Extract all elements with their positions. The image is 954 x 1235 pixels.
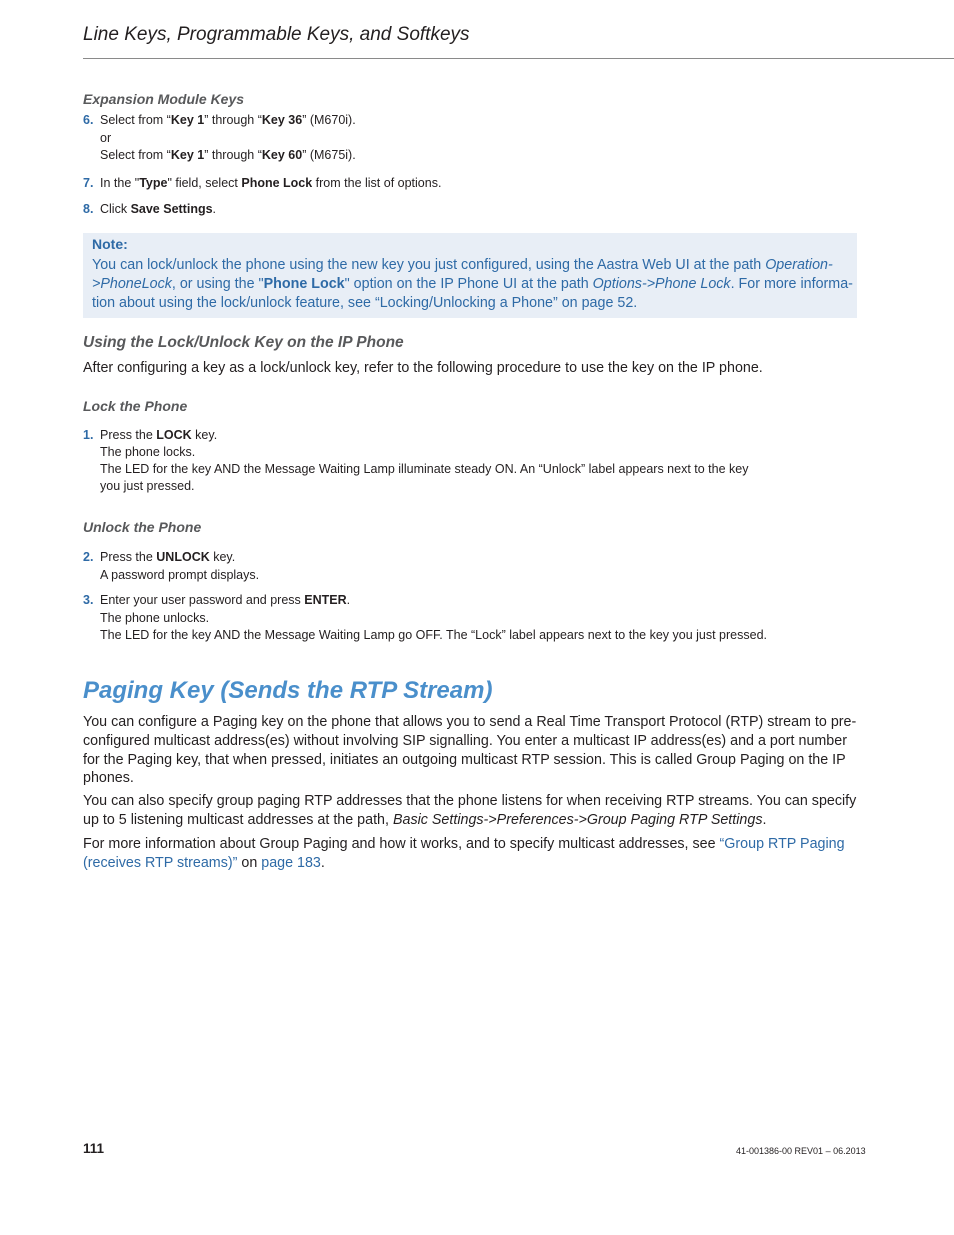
paging-paragraph-2: You can also specify group paging RTP addresses that the phone listens for when receiving RTP streams. You can specify up to 5 listening multicast addresses at the path, Basic Settings->Preferences->Group Paging RTP Settings. bbox=[83, 793, 857, 828]
running-header: Line Keys, Programmable Keys, and Softkeys bbox=[83, 24, 470, 45]
step-3-body: Enter your user password and press ENTER. The phone unlocks. The LED for the key AND the Message Waiting Lamp go OFF. The “Lock” label appears next to the key you just pressed. bbox=[100, 593, 767, 642]
step-7-body: In the "Type" field, select Phone Lock from the list of options. bbox=[100, 176, 442, 190]
step-number-3: 3. bbox=[83, 593, 94, 607]
page-number: 111 bbox=[83, 1141, 105, 1156]
step-number-8: 8. bbox=[83, 202, 94, 216]
group-rtp-paging-link[interactable]: “Group RTP Paging bbox=[719, 836, 845, 852]
group-rtp-paging-link-cont[interactable]: (receives RTP streams)” bbox=[83, 854, 238, 871]
page-183-link[interactable]: page 183 bbox=[261, 854, 321, 871]
step-2-body: Press the UNLOCK key. A password prompt displays. bbox=[100, 550, 260, 582]
step-8-body: Click Save Settings. bbox=[100, 202, 217, 216]
page-52-link[interactable]: page 52 bbox=[581, 295, 634, 312]
document-id: 41-001386-00 REV01 – 06.2013 bbox=[736, 1146, 866, 1156]
step-1-body: Press the LOCK key. The phone locks. The LED for the key AND the Message Waiting Lamp illuminate steady ON. An “Unlock” label appears next to the key you just pressed. bbox=[100, 428, 749, 493]
paging-paragraph-3: For more information about Group Paging and how it works, and to specify multicast addresses, see “Group RTP Paging (receives RTP streams)” on page 183. bbox=[83, 836, 845, 871]
lock-unlock-heading: Using the Lock/Unlock Key on the IP Phone bbox=[83, 334, 404, 351]
step-6-body bbox=[100, 112, 800, 165]
step-number-1: 1. bbox=[83, 428, 94, 442]
expansion-module-heading: Expansion Module Keys bbox=[83, 91, 245, 107]
step-number-2: 2. bbox=[83, 550, 94, 564]
step-6-line-2: or bbox=[100, 130, 112, 145]
header-divider bbox=[83, 58, 954, 59]
step-6-line-3: Select from “Key 1” through “Key 60” (M675i). bbox=[100, 148, 356, 162]
lock-phone-heading: Lock the Phone bbox=[83, 398, 188, 414]
note-label: Note: bbox=[92, 236, 128, 252]
unlock-phone-heading: Unlock the Phone bbox=[83, 519, 202, 535]
lock-unlock-intro: After configuring a key as a lock/unlock key, refer to the following procedure to use the key on the IP phone. bbox=[83, 360, 763, 376]
step-6-line-1: Select from “Key 1” through “Key 36” (M670i). bbox=[100, 113, 356, 127]
locking-unlocking-link[interactable]: “Locking/Unlocking a Phone” bbox=[374, 295, 558, 312]
step-number-7: 7. bbox=[83, 176, 94, 190]
note-text: You can lock/unlock the phone using the new key you just configured, using the Aastra Web UI at the path Operation- >PhoneLock, or using the "Phone Lock" option on the IP Phone UI at the path Options->Phone Lock. For more informa- tion about using the lock/unlock feature, see “Locking/Unlocking a Phone” on page 52. bbox=[92, 257, 853, 312]
paging-section-title: Paging Key (Sends the RTP Stream) bbox=[83, 677, 493, 704]
step-number-6: 6. bbox=[83, 113, 94, 127]
paging-paragraph-1: You can configure a Paging key on the phone that allows you to send a Real Time Transport Protocol (RTP) stream to pre- configured multicast address(es) without involving SIP signalling. You enter a multicast IP address(es) and a port number for the Paging key, that when pressed, initiates an outgoing multicast RTP session. This is called Group Paging on the IP phones. bbox=[83, 714, 857, 787]
